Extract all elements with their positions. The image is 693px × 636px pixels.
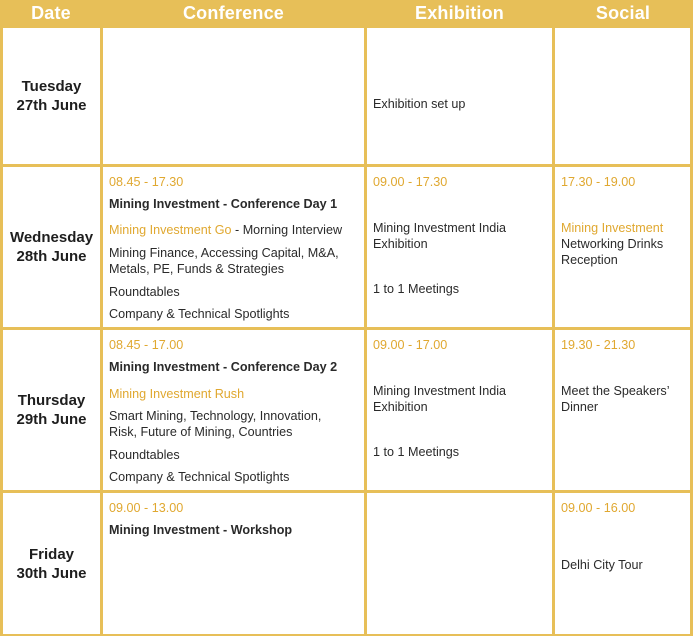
exhibition-line-2: Exhibition (373, 400, 428, 414)
roundtables-text: Roundtables (109, 448, 180, 462)
social-time: 09.00 - 16.00 (561, 501, 636, 515)
spotlights-text: Company & Technical Spotlights (109, 307, 290, 321)
meetings-text: 1 to 1 Meetings (373, 445, 460, 459)
rush-program-name: Mining Investment Rush (109, 387, 245, 401)
day-label: Thursday (17, 392, 86, 409)
exhibition-time: 09.00 - 17.30 (373, 175, 448, 189)
conference-title: Mining Investment - Workshop (109, 523, 293, 537)
conference-time: 08.45 - 17.30 (109, 175, 184, 189)
date-label: 27th June (16, 97, 87, 114)
social-time: 19.30 - 21.30 (561, 338, 636, 352)
conference-cell-tuesday (103, 28, 364, 164)
conference-topics-1: Mining Finance, Accessing Capital, M&A, (109, 246, 339, 260)
social-gold-line: Mining Investment (561, 221, 664, 235)
date-cell-wednesday (3, 167, 100, 327)
conference-cell-friday (103, 493, 364, 634)
conference-cell-wednesday (103, 167, 364, 327)
header-social: Social (555, 0, 691, 26)
conference-cell-thursday (103, 330, 364, 490)
exhibition-cell-tuesday (367, 28, 552, 164)
exhibition-cell-wednesday (367, 167, 552, 327)
roundtables-text: Roundtables (109, 285, 180, 299)
exhibition-line-1: Mining Investment India (373, 384, 507, 398)
social-line-2: Dinner (561, 400, 599, 414)
day-label: Friday (28, 545, 74, 563)
conference-title: Mining Investment - Conference Day 2 (109, 360, 338, 374)
day-label: Wednesday (9, 229, 94, 246)
go-program-detail: - Morning Interview (231, 223, 343, 237)
social-cell-wednesday (555, 167, 690, 327)
conference-time: 09.00 - 13.00 (109, 501, 184, 515)
meetings-text: 1 to 1 Meetings (373, 282, 460, 296)
social-line-1: Networking Drinks (561, 237, 664, 251)
conference-title: Mining Investment - Conference Day 1 (109, 197, 338, 211)
conference-topics-2: Risk, Future of Mining, Countries (109, 425, 293, 439)
social-cell-friday (555, 493, 690, 634)
conference-time: 08.45 - 17.00 (109, 338, 184, 352)
social-time: 17.30 - 19.00 (561, 175, 636, 189)
header-conference: Conference (103, 0, 364, 26)
date-label: 29th June (16, 411, 87, 428)
header-date: Date (2, 0, 100, 26)
date-cell-thursday (3, 330, 100, 490)
header-exhibition: Exhibition (367, 0, 552, 26)
date-label: 28th June (16, 248, 87, 265)
social-line-1: Delhi City Tour (561, 558, 643, 572)
date-cell-friday (3, 493, 100, 634)
exhibition-setup-text: Exhibition set up (373, 97, 466, 111)
exhibition-cell-thursday (367, 330, 552, 490)
date-cell-tuesday (3, 28, 100, 164)
social-cell-tuesday (555, 28, 690, 164)
spotlights-text: Company & Technical Spotlights (109, 470, 290, 484)
social-line-2: Reception (561, 253, 618, 267)
go-program-name: Mining Investment Go (109, 223, 232, 237)
exhibition-line-1: Mining Investment India (373, 221, 507, 235)
exhibition-cell-friday (367, 493, 552, 634)
conference-go-line (109, 222, 342, 238)
social-line-1: Meet the Speakers’ (561, 384, 670, 398)
exhibition-line-2: Exhibition (373, 237, 428, 251)
social-cell-thursday (555, 330, 690, 490)
exhibition-time: 09.00 - 17.00 (373, 338, 448, 352)
day-label: Tuesday (21, 78, 82, 95)
conference-topics-1: Smart Mining, Technology, Innovation, (109, 409, 322, 423)
date-label: 30th June (16, 564, 87, 582)
conference-topics-2: Metals, PE, Funds & Strategies (109, 262, 284, 276)
